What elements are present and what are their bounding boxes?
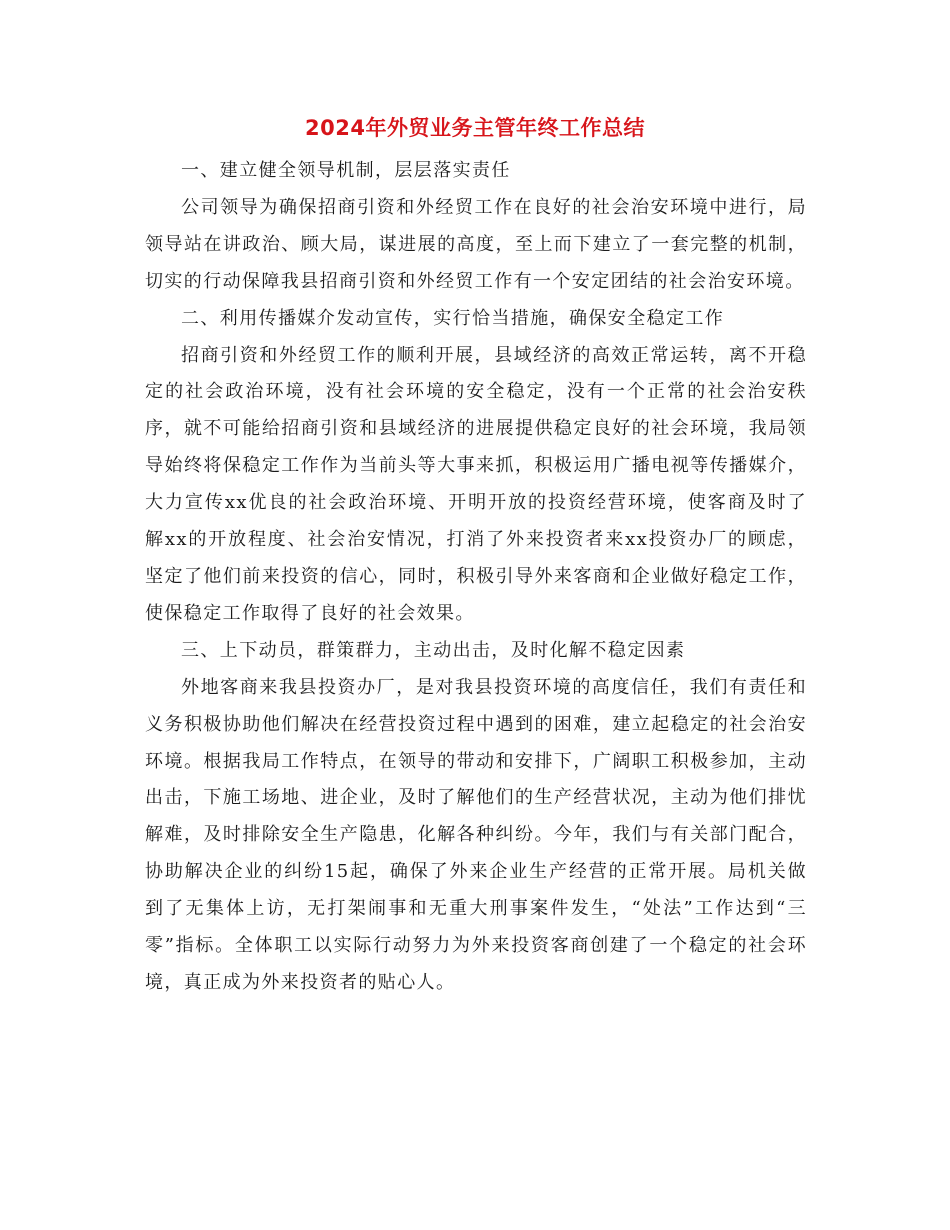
document-body (145, 153, 807, 1002)
section-heading: 三、上下动员，群策群力，主动出击，及时化解不稳定因素 (181, 639, 686, 661)
section-paragraph: 公司领导为确保招商引资和外经贸工作在良好的社会治安环境中进行，局领导站在讲政治、顾大局，谋进展的高度，至上而下建立了一套完整的机制，切实的行动保障我县招商引资和外经贸工作有一个安定团结的社会治安环境。 (145, 196, 807, 292)
document-title: 2024年外贸业务主管年终工作总结 (305, 116, 645, 140)
section-paragraph: 招商引资和外经贸工作的顺利开展，县域经济的高效正常运转，离不开稳定的社会政治环境，没有社会环境的安全稳定，没有一个正常的社会治安秩序，就不可能给招商引资和县域经济的进展提供稳定良好的社会环境，我局领导始终将保稳定工作作为当前头等大事来抓，积极运用广播电视等传播媒介，大力宣传xx优良的社会政治环境、开明开放的投资经营环境，使客商及时了解xx的开放程度、社会治安情况，打消了外来投资者来xx投资办厂的顾虑，坚定了他们前来投资的信心，同时，积极引导外来客商和企业做好稳定工作，使保稳定工作取得了良好的社会效果。 (145, 344, 807, 624)
section-heading: 二、利用传播媒介发动宣传，实行恰当措施，确保安全稳定工作 (181, 307, 725, 329)
section-heading: 一、建立健全领导机制，层层落实责任 (181, 160, 511, 181)
section-paragraph: 外地客商来我县投资办厂，是对我县投资环境的高度信任，我们有责任和义务积极协助他们解决在经营投资过程中遇到的困难，建立起稳定的社会治安环境。根据我局工作特点，在领导的带动和安排下，广阔职工积极参加，主动出击，下施工场地、进企业，及时了解他们的生产经营状况，主动为他们排忧解难，及时排除安全生产隐患，化解各种纠纷。今年，我们与有关部门配合，协助解决企业的纠纷15起，确保了外来企业生产经营的正常开展。局机关做到了无集体上访，无打架闹事和无重大刑事案件发生，“处法”工作达到“三零”指标。全体职工以实际行动努力为外来投资客商创建了一个稳定的社会环境，真正成为外来投资者的贴心人。 (145, 676, 807, 993)
